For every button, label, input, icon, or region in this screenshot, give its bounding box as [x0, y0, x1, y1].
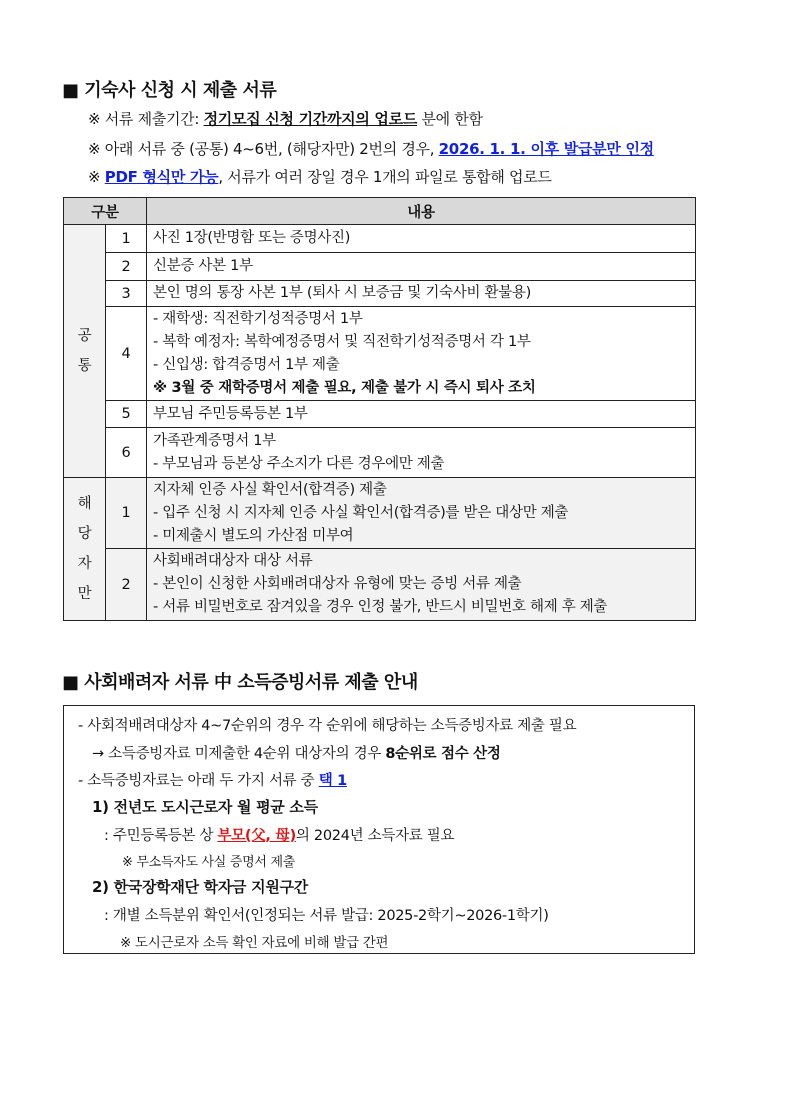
row-content	[147, 225, 696, 253]
note-issue-date	[88, 138, 654, 159]
line: - 신입생: 합격증명서 1부 제출	[153, 356, 340, 373]
row-content	[147, 478, 696, 549]
line: ※ 무소득자도 사실 증명서 제출	[122, 855, 296, 870]
line: - 부모님과 등본상 주소지가 다른 경우에만 제출	[153, 455, 445, 472]
row-content	[147, 281, 696, 307]
group-applicable-only: 해 당 자 만	[64, 478, 106, 621]
note-emphasis: 정기모집 신청 기간까지의 업로드	[203, 110, 418, 128]
emphasis: 부모(父, 母)	[217, 828, 296, 844]
row-num: 3	[106, 281, 147, 307]
line: 부모님 주민등록등본 1부	[153, 405, 308, 422]
warning-line: ※ 3월 중 재학증명서 제출 필요, 제출 불가 시 즉시 퇴사 조치	[153, 379, 536, 396]
documents-table	[63, 197, 696, 621]
text: → 소득증빙자료 미제출한 4순위 대상자의 경우	[92, 746, 386, 762]
line: - 미제출시 별도의 가산점 미부여	[153, 527, 354, 544]
note-submission-period	[88, 108, 483, 129]
row-num: 2	[106, 549, 147, 621]
note-text: 분에 한함	[417, 110, 483, 128]
note-text: ※ 서류 제출기간:	[88, 110, 204, 128]
row-num: 6	[106, 428, 147, 478]
line: - 입주 신청 시 지자체 인증 사실 확인서(합격증)를 받은 대상만 제출	[153, 504, 569, 521]
group-common: 공 통	[64, 225, 106, 478]
line: - 재학생: 직전학기성적증명서 1부	[153, 310, 363, 327]
line	[92, 742, 501, 763]
section-title-income-proof: ■ 사회배려자 서류 中 소득증빙서류 제출 안내	[62, 672, 418, 693]
row-num: 1	[106, 478, 147, 549]
note-emphasis: 2026. 1. 1. 이후 발급분만 인정	[438, 140, 654, 158]
row-num: 5	[106, 401, 147, 428]
section-title-dorm-documents: ■ 기숙사 신청 시 제출 서류	[62, 80, 277, 101]
line: 본인 명의 통장 사본 1부 (퇴사 시 보증금 및 기숙사비 환불용)	[153, 285, 531, 301]
emphasis: 8순위로 점수 산정	[385, 746, 501, 762]
line: 지자체 인증 사실 확인서(합격증) 제출	[153, 481, 387, 498]
note-text: , 서류가 여러 장일 경우 1개의 파일로 통합해 업로드	[218, 168, 552, 186]
row-num: 2	[106, 253, 147, 281]
line	[104, 824, 454, 845]
line: - 서류 비밀번호로 잠겨있을 경우 인정 불가, 반드시 비밀번호 해제 후 제출	[153, 599, 608, 615]
line	[78, 769, 347, 790]
item-heading: 2) 한국장학재단 학자금 지원구간	[92, 878, 308, 896]
line: 신분증 사본 1부	[153, 258, 253, 274]
emphasis: 택 1	[318, 773, 347, 789]
row-num: 4	[106, 307, 147, 401]
line: : 개별 소득분위 확인서(인정되는 서류 발급: 2025-2학기~2026-1학기)	[104, 908, 549, 924]
line: 사진 1장(반명함 또는 증명사진)	[153, 230, 351, 246]
note-text: ※ 아래 서류 중 (공통) 4~6번, (해당자만) 2번의 경우,	[88, 140, 439, 158]
row-content	[147, 428, 696, 478]
line: - 본인이 신청한 사회배려대상자 유형에 맞는 증빙 서류 제출	[153, 576, 522, 592]
line: ※ 도시근로자 소득 확인 자료에 비해 발급 간편	[120, 935, 389, 951]
row-content	[147, 307, 696, 401]
text: 의 2024년 소득자료 필요	[295, 828, 455, 844]
row-content	[147, 401, 696, 428]
header-category: 구분	[64, 198, 147, 225]
line: - 복학 예정자: 복학예정증명서 및 직전학기성적증명서 각 1부	[153, 333, 531, 350]
line: 가족관계증명서 1부	[153, 432, 276, 449]
row-content	[147, 253, 696, 281]
note-emphasis: PDF 형식만 가능	[104, 168, 219, 186]
row-content	[147, 549, 696, 621]
income-proof-box	[63, 705, 695, 954]
item-heading: 1) 전년도 도시근로자 월 평균 소득	[92, 798, 318, 816]
line: 사회배려대상자 대상 서류	[153, 553, 313, 569]
text: : 주민등록등본 상	[104, 828, 218, 844]
line: - 사회적배려대상자 4~7순위의 경우 각 순위에 해당하는 소득증빙자료 제출 필요	[78, 718, 577, 734]
note-text: ※	[88, 168, 105, 186]
text: - 소득증빙자료는 아래 두 가지 서류 중	[78, 773, 319, 789]
row-num: 1	[106, 225, 147, 253]
note-pdf-only	[88, 166, 552, 187]
header-content: 내용	[147, 198, 696, 225]
